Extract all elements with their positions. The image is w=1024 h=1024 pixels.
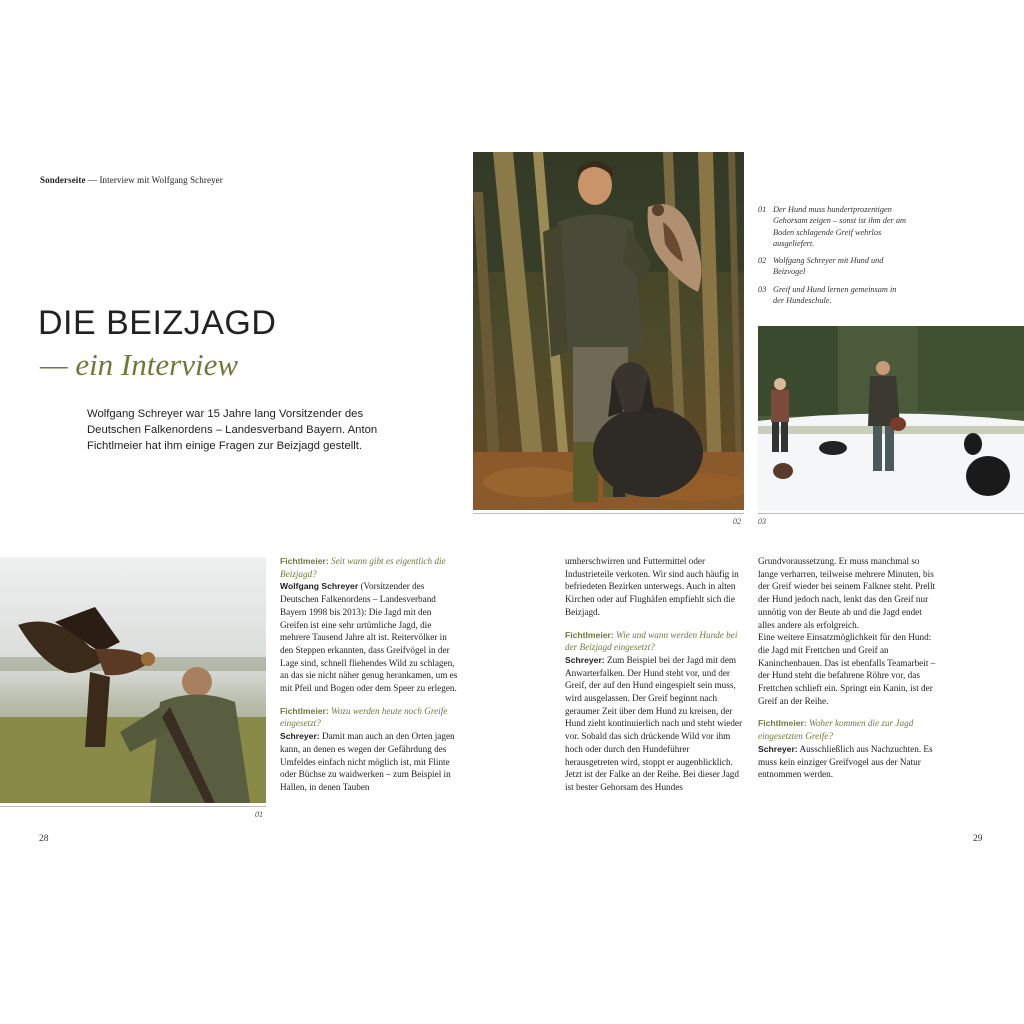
answer-text: Damit man auch an den Orten jagen kann, an denen es wegen der Gefährdung des Umfeldes einfach nicht möglich ist, mit Flinte oder Büchse zu waidwerken – zum Beispiel in Hallen, in denen Tauben — [280, 731, 455, 792]
question-text: Wie und wann werden Hunde bei der Beizjagd eingesetzt? — [565, 629, 738, 653]
caption-text: Der Hund muss hundertprozentigen Gehorsam zeigen – sonst ist ihm der am Boden schlagende Greif wehrlos ausgeliefert. — [773, 205, 906, 248]
question — [565, 629, 743, 654]
header-topic: Interview mit Wolfgang Schreyer — [99, 175, 223, 185]
caption-number: 03 — [758, 284, 767, 294]
photo02-rule — [473, 513, 744, 514]
answer-text: Zum Beispiel bei der Jagd mit dem Anwarterfalken. Der Hund steht vor, und der Greif, der auf den Hund eingespielt sein muss, wird ausgelassen. Der Greif beginnt nach geraumer Zeit über dem Hund zu kreisen, der Hund zieht kontinuierlich nach und steht wieder vor. Sobald das sich drückende Wild vor ihm hoch oder durch den Hundeführer herausgetreten wird, stoppt er augenblicklich. Jetzt ist der Falke an der Reihe. Bei dieser Jagd ist bester Gehorsam des Hundes — [565, 654, 743, 792]
question-text: Wozu werden heute noch Greife eingesetzt? — [280, 705, 448, 729]
photo03-rule — [758, 513, 1024, 514]
speaker: Wolfgang Schreyer — [280, 581, 359, 592]
speaker: Schreyer: — [565, 654, 605, 665]
caption-03 — [758, 284, 908, 307]
speaker: Schreyer: — [758, 743, 798, 754]
caption-02 — [758, 255, 908, 278]
caption-text: Wolfgang Schreyer mit Hund und Beizvogel — [773, 256, 884, 277]
question — [758, 717, 938, 742]
speaker: Schreyer: — [280, 731, 320, 742]
page-number-left: 28 — [39, 834, 49, 844]
text-column-3 — [758, 555, 938, 781]
question-text: Woher kommen die zur Jagd eingesetzten Greife? — [758, 718, 914, 742]
photo01-label: 01 — [255, 810, 263, 819]
caption-text: Greif und Hund lernen gemeinsam in der Hundeschule. — [773, 284, 897, 306]
speaker: Fichtlmeier: — [280, 705, 329, 716]
answer — [280, 580, 458, 694]
answer — [758, 743, 938, 781]
header-separator: — — [87, 175, 98, 185]
caption-list — [758, 204, 908, 312]
speaker: Fichtlmeier: — [565, 629, 614, 640]
intro-text: Wolfgang Schreyer war 15 Jahre lang Vorsitzender des Deutschen Falkenordens – Landesverband Bayern. Anton Fichtlmeier hat ihm einige Fragen zur Beizjagd gestellt. — [87, 408, 378, 452]
paragraph: umherschwirren und Futtermittel oder Industrieteile verkoten. Wir sind auch häufig in befriedeten Bezirken unterwegs. Auch in alten Kirchen oder auf Flughäfen empfiehlt sich die Beizjagd. — [565, 556, 739, 617]
answer-text: (Vorsitzender des Deutschen Falkenordens – Landesverband Bayern 1998 bis 2013): Die Jagd mit den Greifen ist eine sehr urtümliche Jagd, die mehrere Tausend Jahre alt ist. Reitervölker in den Steppen erkannten, dass Greifvögel in der Lage sind, schnell fliehendes Wild zu schlagen, an das sie nicht näher genug herankamen, um es mit Pfeil und Bogen oder dem Speer zu erlegen. — [280, 581, 458, 694]
caption-01 — [758, 204, 908, 249]
text-column-1 — [280, 555, 458, 794]
running-header — [40, 175, 223, 185]
caption-number: 02 — [758, 256, 767, 266]
question-text: Seit wann gibt es eigentlich die Beizjagd? — [280, 556, 446, 579]
answer — [280, 730, 458, 794]
photo-falconer-eagle — [0, 557, 266, 803]
photo02-label: 02 — [733, 517, 741, 526]
caption-number: 01 — [758, 205, 767, 214]
photo-schreyer-dog-hawk — [473, 152, 744, 510]
photo01-rule — [0, 806, 266, 807]
page-subtitle: — ein Interview — [40, 347, 239, 382]
photo-dog-school-snow — [758, 326, 1024, 511]
speaker: Fichtlmeier: — [758, 718, 807, 729]
speaker: Fichtlmeier: — [280, 556, 329, 566]
question — [280, 555, 458, 580]
paragraph: Grundvoraussetzung. Er muss manchmal so lange verharren, teilweise mehrere Minuten, bis der Greif wieder bei seinem Falkner steht. Prellt der Hund jedoch nach, lenkt das den Greif nur unnötig von der Beute ab und die Jagd endet alles andere als erfolgreich. — [758, 556, 936, 630]
header-section: Sonderseite — [40, 175, 86, 185]
page-title: DIE BEIZJAGD — [38, 304, 277, 342]
question — [280, 705, 458, 730]
page-number-right: 29 — [973, 834, 983, 844]
answer — [565, 654, 743, 794]
paragraph: Eine weitere Einsatzmöglichkeit für den Hund: die Jagd mit Frettchen und Greif an Kaninchenbauen. Das ist ebenfalls Teamarbeit – der Hund steht die befahrene Röhre vor, das Frettchen schlieft ein. Springt ein Kanin, ist der Greif an der Reihe. — [758, 632, 936, 706]
text-column-2 — [565, 555, 743, 794]
photo03-label: 03 — [758, 517, 766, 526]
answer-text: Ausschließlich aus Nachzuchten. Es muss kein einziger Greifvogel aus der Natur entnommen werden. — [758, 743, 933, 780]
